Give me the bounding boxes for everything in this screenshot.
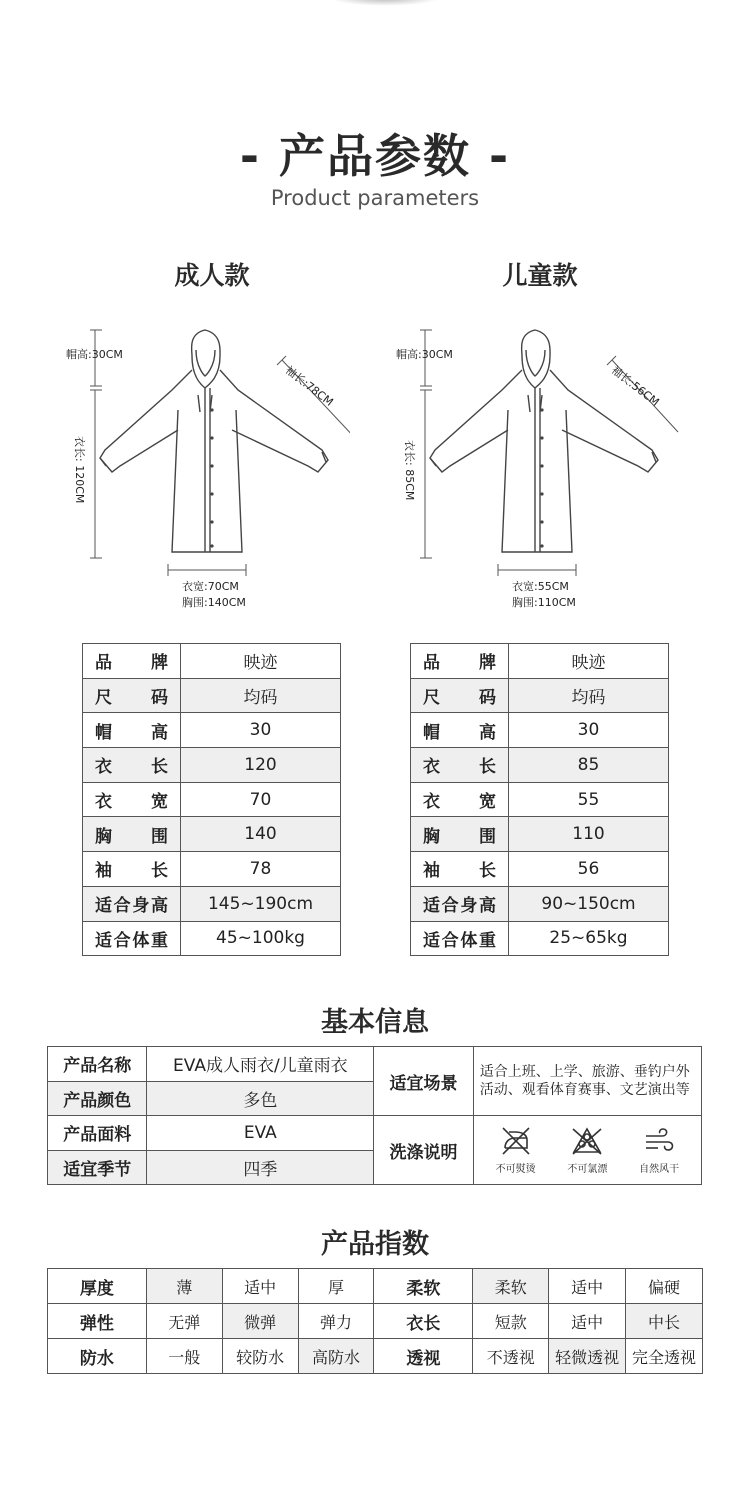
spec-value: 映迹 [509, 644, 669, 679]
index-key: 衣长 [374, 1304, 473, 1339]
page-subtitle: Product parameters [270, 186, 480, 210]
adult-length-label: 衣长: 120CM [73, 436, 86, 504]
spec-key: 衣宽 [83, 782, 181, 817]
info-key-fabric: 产品面料 [48, 1116, 147, 1151]
spec-value: 30 [509, 713, 669, 748]
spec-value: 55 [509, 782, 669, 817]
spec-value: 56 [509, 852, 669, 887]
spec-value: 70 [181, 782, 341, 817]
spec-key: 适合体重 [411, 921, 509, 956]
index-key: 柔软 [374, 1269, 473, 1304]
index-option: 偏硬 [626, 1269, 703, 1304]
product-index-title: 产品指数 [321, 1229, 429, 1260]
index-option: 完全透视 [626, 1339, 703, 1374]
index-option-selected: 轻微透视 [549, 1339, 626, 1374]
spec-key: 袖长 [411, 852, 509, 887]
table-row [83, 678, 341, 713]
index-key: 透视 [374, 1339, 473, 1374]
spec-value: 140 [181, 817, 341, 852]
product-index-table [47, 1268, 703, 1374]
table-row [83, 886, 341, 921]
index-option: 适中 [549, 1304, 626, 1339]
spec-value: 均码 [509, 678, 669, 713]
table-row [48, 1047, 702, 1082]
spec-value: 110 [509, 817, 669, 852]
table-row [83, 748, 341, 783]
spec-key: 衣长 [83, 748, 181, 783]
no-bleach-label: 不可氯漂 [567, 1163, 608, 1175]
no-iron-icon [499, 1126, 533, 1156]
adult-width-label: 衣宽:70CM [182, 580, 239, 593]
index-option: 适中 [549, 1269, 626, 1304]
index-option-selected: 中长 [626, 1304, 703, 1339]
index-option: 厚 [298, 1269, 374, 1304]
no-iron-label: 不可熨烫 [495, 1163, 536, 1175]
spec-key: 帽高 [83, 713, 181, 748]
spec-key: 胸围 [411, 817, 509, 852]
index-option-selected: 薄 [146, 1269, 222, 1304]
adult-chest-label: 胸围:140CM [182, 596, 246, 609]
index-option-selected: 柔软 [473, 1269, 549, 1304]
spec-value: 映迹 [181, 644, 341, 679]
index-option-selected: 高防水 [298, 1339, 374, 1374]
adult-sleeve-label: 袖长:78CM [282, 363, 336, 409]
basic-info-title: 基本信息 [321, 1007, 429, 1038]
table-row [411, 748, 669, 783]
child-raincoat-outline-icon [390, 320, 680, 620]
spec-key: 衣长 [411, 748, 509, 783]
index-key: 弹性 [48, 1304, 147, 1339]
adult-model-title: 成人款 [174, 261, 250, 290]
table-row [411, 713, 669, 748]
index-option: 一般 [146, 1339, 222, 1374]
index-key: 防水 [48, 1339, 147, 1374]
spec-key: 适合身高 [83, 886, 181, 921]
spec-key: 胸围 [83, 817, 181, 852]
table-row [48, 1116, 702, 1151]
table-row [48, 1304, 703, 1339]
table-row [83, 713, 341, 748]
table-row [411, 782, 669, 817]
child-model-title: 儿童款 [502, 261, 578, 290]
child-chest-label: 胸围:110CM [512, 596, 576, 609]
spec-key: 尺码 [411, 678, 509, 713]
child-width-label: 衣宽:55CM [512, 580, 569, 593]
index-option: 不透视 [473, 1339, 549, 1374]
child-sleeve-label: 袖长:56CM [608, 363, 662, 409]
spec-value: 30 [181, 713, 341, 748]
info-key-scene: 适宜场景 [374, 1047, 473, 1116]
spec-key: 品牌 [411, 644, 509, 679]
wash-instructions [473, 1116, 701, 1185]
adult-raincoat-outline-icon [60, 320, 350, 620]
spec-value: 25~65kg [509, 921, 669, 956]
table-row [83, 921, 341, 956]
info-value-scene: 适合上班、上学、旅游、垂钓户外活动、观看体育赛事、文艺演出等 [473, 1047, 701, 1116]
spec-value: 145~190cm [181, 886, 341, 921]
table-row [411, 886, 669, 921]
index-option: 较防水 [222, 1339, 298, 1374]
table-row [83, 782, 341, 817]
index-option: 弹力 [298, 1304, 374, 1339]
info-value-fabric: EVA [147, 1116, 374, 1151]
spec-key: 袖长 [83, 852, 181, 887]
table-row [48, 1339, 703, 1374]
child-spec-table [410, 643, 669, 956]
no-bleach-item [567, 1126, 607, 1175]
spec-key: 适合身高 [411, 886, 509, 921]
spec-value: 78 [181, 852, 341, 887]
adult-raincoat-diagram [60, 320, 350, 620]
index-option: 短款 [473, 1304, 549, 1339]
spec-value: 120 [181, 748, 341, 783]
table-row [411, 644, 669, 679]
child-hood-height-label: 帽高:30CM [396, 348, 453, 361]
adult-spec-table [82, 643, 341, 956]
index-option: 无弹 [146, 1304, 222, 1339]
info-key-season: 适宜季节 [48, 1150, 147, 1185]
table-row [411, 817, 669, 852]
info-value-color: 多色 [147, 1081, 374, 1116]
adult-hood-height-label: 帽高:30CM [66, 348, 123, 361]
table-row [83, 852, 341, 887]
table-row [83, 817, 341, 852]
spec-value: 85 [509, 748, 669, 783]
index-option: 适中 [222, 1269, 298, 1304]
page-title: - 产品参数 - [239, 129, 511, 183]
no-iron-item [496, 1126, 536, 1175]
info-key-wash: 洗涤说明 [374, 1116, 473, 1185]
spec-key: 衣宽 [411, 782, 509, 817]
child-raincoat-diagram [390, 320, 680, 620]
spec-value: 45~100kg [181, 921, 341, 956]
air-dry-label: 自然风干 [639, 1163, 680, 1175]
info-value-season: 四季 [147, 1150, 374, 1185]
info-value-name: EVA成人雨衣/儿童雨衣 [147, 1047, 374, 1082]
spec-key: 适合体重 [83, 921, 181, 956]
info-key-name: 产品名称 [48, 1047, 147, 1082]
child-length-label: 衣长: 85CM [403, 440, 416, 501]
table-row [411, 678, 669, 713]
table-row [411, 921, 669, 956]
spec-value: 90~150cm [509, 886, 669, 921]
basic-info-table [47, 1046, 702, 1185]
spec-key: 品牌 [83, 644, 181, 679]
spec-key: 帽高 [411, 713, 509, 748]
spec-key: 尺码 [83, 678, 181, 713]
top-shadow-decoration [330, 0, 440, 6]
no-bleach-icon [570, 1126, 604, 1156]
info-key-color: 产品颜色 [48, 1081, 147, 1116]
air-dry-item [639, 1126, 679, 1175]
table-row [411, 852, 669, 887]
spec-value: 均码 [181, 678, 341, 713]
air-dry-icon [642, 1126, 676, 1156]
table-row [83, 644, 341, 679]
table-row [48, 1269, 703, 1304]
index-key: 厚度 [48, 1269, 147, 1304]
index-option-selected: 微弹 [222, 1304, 298, 1339]
